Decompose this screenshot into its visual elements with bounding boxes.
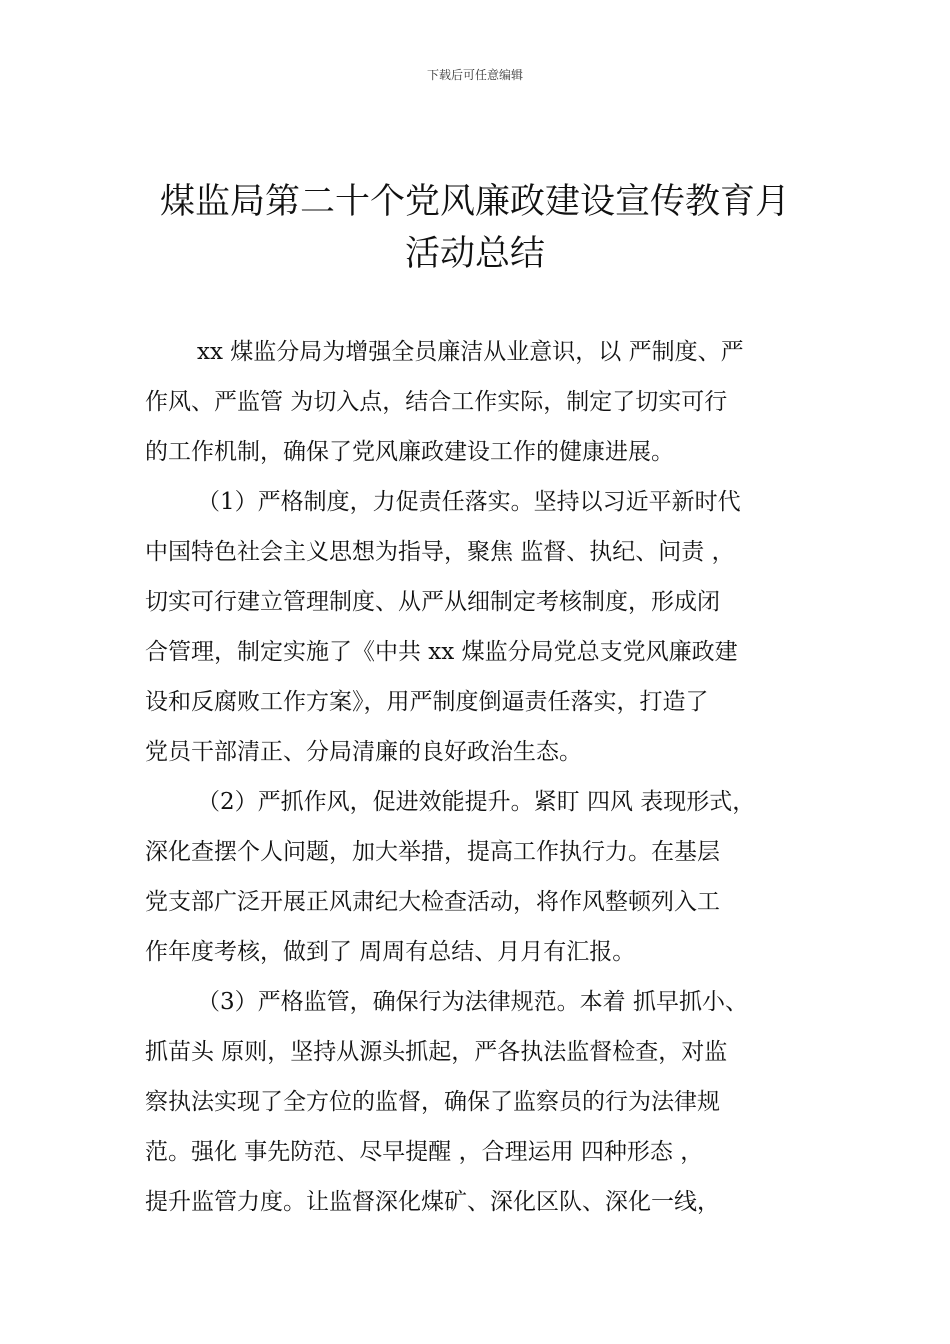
text-line: 党员干部清正、分局清廉的良好政治生态。	[145, 739, 582, 765]
document-title	[0, 176, 950, 280]
text-line: 深化查摆个人问题，加大举措，提高工作执行力。在基层	[145, 839, 720, 865]
text-line: 作风、严监管 为切入点，结合工作实际，制定了切实可行	[145, 389, 728, 415]
document-body	[145, 327, 815, 1227]
text-line: 切实可行建立管理制度、从严从细制定考核制度，形成闭	[145, 589, 720, 615]
text-line: 作年度考核，做到了 周周有总结、月月有汇报。	[145, 939, 636, 965]
text-line: 的工作机制，确保了党风廉政建设工作的健康进展。	[145, 439, 674, 465]
text-line: 合管理，制定实施了《中共 xx 煤监分局党总支党风廉政建	[145, 639, 738, 665]
text-line: 抓苗头 原则，坚持从源头抓起，严各执法监督检查，对监	[145, 1039, 728, 1065]
text-line: 设和反腐败工作方案》，用严制度倒逼责任落实，打造了	[145, 689, 709, 715]
text-line: 提升监管力度。让监督深化煤矿、深化区队、深化一线，	[145, 1189, 720, 1215]
text-line: 党支部广泛开展正风肃纪大检查活动，将作风整顿列入工	[145, 889, 720, 915]
title-line-2: 活动总结	[404, 234, 545, 274]
text-line: （3）严格监管，确保行为法律规范。本着 抓早抓小、	[197, 989, 748, 1015]
text-line: （1）严格制度，力促责任落实。坚持以习近平新时代	[197, 489, 741, 515]
text-line: 范。强化 事先防范、尽早提醒 ，合理运用 四种形态 ，	[145, 1139, 704, 1165]
paragraph-intro	[145, 327, 815, 477]
header-note: 下载后可任意编辑	[426, 68, 523, 82]
text-line: 察执法实现了全方位的监督，确保了监察员的行为法律规	[145, 1089, 720, 1115]
text-line: 中国特色社会主义思想为指导，聚焦 监督、执纪、问责 ，	[145, 539, 735, 565]
paragraph-1	[145, 477, 815, 777]
paragraph-2	[145, 777, 815, 977]
paragraph-3	[145, 977, 815, 1227]
title-line-1: 煤监局第二十个党风廉政建设宣传教育月	[159, 182, 790, 222]
text-line: xx 煤监分局为增强全员廉洁从业意识，以 严制度、严	[197, 339, 744, 365]
text-line: （2）严抓作风，促进效能提升。紧盯 四风 表现形式，	[197, 789, 756, 815]
